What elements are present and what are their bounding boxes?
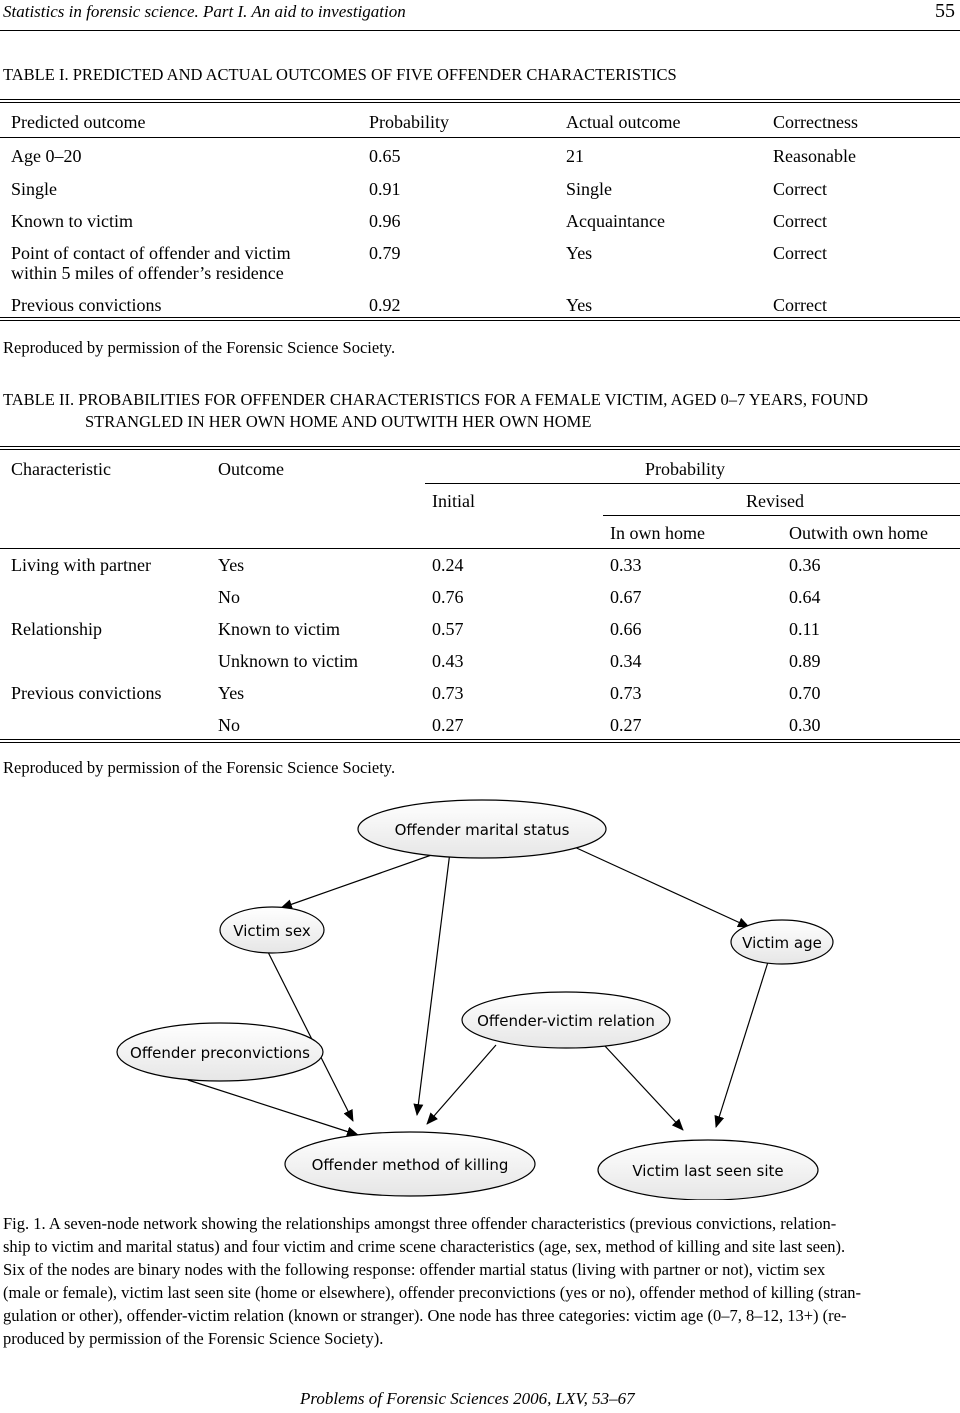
table2-col-outwith-own-home: Outwith own home	[789, 523, 928, 543]
table-cell: Correct	[773, 243, 827, 263]
node-offender-method-of-killing	[285, 1132, 535, 1196]
table1-header-rule	[0, 137, 960, 138]
svg-text:Offender marital status: Offender marital status	[394, 821, 570, 839]
table-cell: Known to victim	[218, 619, 340, 639]
table-cell: 0.91	[369, 179, 401, 199]
table2-col-outcome: Outcome	[218, 459, 284, 479]
node-offender-preconvictions	[117, 1023, 323, 1081]
table-cell: 0.76	[432, 587, 464, 607]
table-cell: 0.73	[432, 683, 464, 703]
table2-col-initial: Initial	[432, 491, 475, 511]
edge-victim-age-to-site	[716, 962, 768, 1127]
table-cell: Living with partner	[11, 555, 151, 575]
figure-caption-line: ship to victim and marital status) and four victim and crime scene characteristics (age, sex, method of killing and site last seen).	[3, 1237, 846, 1256]
table-cell: Single	[566, 179, 613, 199]
table1-top-rule	[0, 99, 960, 100]
figure-caption-line: Six of the nodes are binary nodes with the following response: offender martial status (living with partner or not), victim sex	[3, 1260, 826, 1279]
table-cell: 0.43	[432, 651, 464, 671]
journal-footer: Problems of Forensic Sciences 2006, LXV, 53–67	[300, 1389, 635, 1408]
table-cell: Age 0–20	[11, 146, 82, 166]
table-cell: Unknown to victim	[218, 651, 358, 671]
svg-text:Victim age: Victim age	[742, 934, 822, 952]
table2-col-revised: Revised	[746, 491, 804, 511]
table-cell: 0.70	[789, 683, 821, 703]
table1-top-rule-2	[0, 102, 960, 103]
table1-bottom-rule-2	[0, 320, 960, 321]
table-cell: 0.65	[369, 146, 401, 166]
table-cell: Reasonable	[773, 146, 856, 166]
svg-text:Offender preconvictions: Offender preconvictions	[130, 1044, 310, 1062]
table-cell: Point of contact of offender and victim	[11, 243, 291, 263]
table2-revised-rule	[603, 515, 960, 516]
svg-text:Victim last seen site: Victim last seen site	[632, 1162, 784, 1180]
table-cell: 21	[566, 146, 584, 166]
node-victim-age	[731, 920, 833, 964]
table-cell: 0.11	[789, 619, 820, 639]
header-rule	[0, 30, 960, 31]
table-cell: No	[218, 715, 240, 735]
svg-text:Offender-victim relation: Offender-victim relation	[477, 1012, 655, 1030]
table-cell: 0.30	[789, 715, 821, 735]
table-cell: 0.92	[369, 295, 401, 315]
svg-text:Offender method of killing: Offender method of killing	[311, 1156, 509, 1174]
table-cell: 0.67	[610, 587, 642, 607]
node-offender-marital-status	[358, 800, 606, 858]
table2-title-line1: TABLE II. PROBABILITIES FOR OFFENDER CHARACTERISTICS FOR A FEMALE VICTIM, AGED 0–7 YEARS, FOUND	[3, 390, 869, 409]
running-title: Statistics in forensic science. Part I. An aid to investigation	[3, 2, 406, 21]
table2-probability-rule	[425, 483, 960, 484]
table-cell: Yes	[566, 295, 593, 315]
table2-col-in-own-home: In own home	[610, 523, 705, 543]
table1-note: Reproduced by permission of the Forensic Science Society.	[3, 338, 396, 357]
table2-top-rule	[0, 446, 960, 447]
table-cell: Known to victim	[11, 211, 133, 231]
table1-title: TABLE I. PREDICTED AND ACTUAL OUTCOMES OF FIVE OFFENDER CHARACTERISTICS	[3, 65, 677, 84]
table-cell: Previous convictions	[11, 683, 162, 703]
table-cell: Relationship	[11, 619, 102, 639]
page-number: 55	[935, 0, 955, 22]
table-cell: 0.27	[432, 715, 464, 735]
table-cell: within 5 miles of offender’s residence	[11, 263, 284, 283]
table-cell: 0.57	[432, 619, 464, 639]
table-cell: 0.24	[432, 555, 464, 575]
table2-bottom-rule	[0, 739, 960, 740]
table-cell: Acquaintance	[566, 211, 665, 231]
table2-header-rule	[0, 548, 960, 549]
table2-bottom-rule-2	[0, 742, 960, 743]
edge-relation-to-site	[604, 1045, 683, 1130]
table2-top-rule-2	[0, 449, 960, 450]
table-cell: Correct	[773, 211, 827, 231]
table-cell: 0.33	[610, 555, 642, 575]
table1-bottom-rule	[0, 317, 960, 318]
svg-text:Victim sex: Victim sex	[233, 922, 311, 940]
table-cell: 0.66	[610, 619, 642, 639]
edge-marital-to-victim-sex	[281, 852, 440, 908]
table-cell: 0.64	[789, 587, 821, 607]
network-diagram	[0, 790, 960, 1200]
table-cell: Yes	[566, 243, 593, 263]
table1-col-probability: Probability	[369, 112, 449, 132]
edge-marital-to-victim-age	[570, 845, 749, 927]
table-cell: 0.34	[610, 651, 642, 671]
table-cell: Single	[11, 179, 58, 199]
table-cell: Yes	[218, 555, 245, 575]
edge-relation-to-method	[427, 1045, 496, 1124]
table-cell: 0.73	[610, 683, 642, 703]
figure-caption-line: produced by permission of the Forensic Science Society).	[3, 1329, 384, 1348]
table1-col-actual: Actual outcome	[566, 112, 681, 132]
table-cell: 0.27	[610, 715, 642, 735]
table2-col-characteristic: Characteristic	[11, 459, 111, 479]
table-cell: Yes	[218, 683, 245, 703]
node-victim-sex	[220, 907, 324, 953]
table-cell: Previous convictions	[11, 295, 162, 315]
figure-caption-line: gulation or other), offender-victim relation (known or stranger). One node has three categories: victim age (0–7, 8–12, 13+) (re-	[3, 1306, 847, 1325]
table-cell: No	[218, 587, 240, 607]
table2-col-probability: Probability	[645, 459, 725, 479]
figure-caption-line: (male or female), victim last seen site (home or elsewhere), offender preconvictions (yes or no), offender method of killing (stran-	[3, 1283, 862, 1302]
node-victim-last-seen-site	[598, 1140, 818, 1200]
table-cell: 0.96	[369, 211, 401, 231]
table1-col-correctness: Correctness	[773, 112, 858, 132]
table2-title-line2: STRANGLED IN HER OWN HOME AND OUTWITH HER OWN HOME	[85, 412, 592, 431]
node-offender-victim-relation	[462, 992, 670, 1048]
edge-marital-to-method	[417, 852, 450, 1115]
edge-preconvictions-to-method	[188, 1080, 358, 1135]
table-cell: 0.36	[789, 555, 821, 575]
table-cell: 0.79	[369, 243, 401, 263]
table-cell: Correct	[773, 295, 827, 315]
table-cell: Correct	[773, 179, 827, 199]
table1-col-predicted: Predicted outcome	[11, 112, 146, 132]
table-cell: 0.89	[789, 651, 821, 671]
table2-note: Reproduced by permission of the Forensic Science Society.	[3, 758, 396, 777]
figure-caption-line: Fig. 1. A seven-node network showing the relationships amongst three offender characteristics (previous convictions, relation-	[3, 1214, 837, 1233]
